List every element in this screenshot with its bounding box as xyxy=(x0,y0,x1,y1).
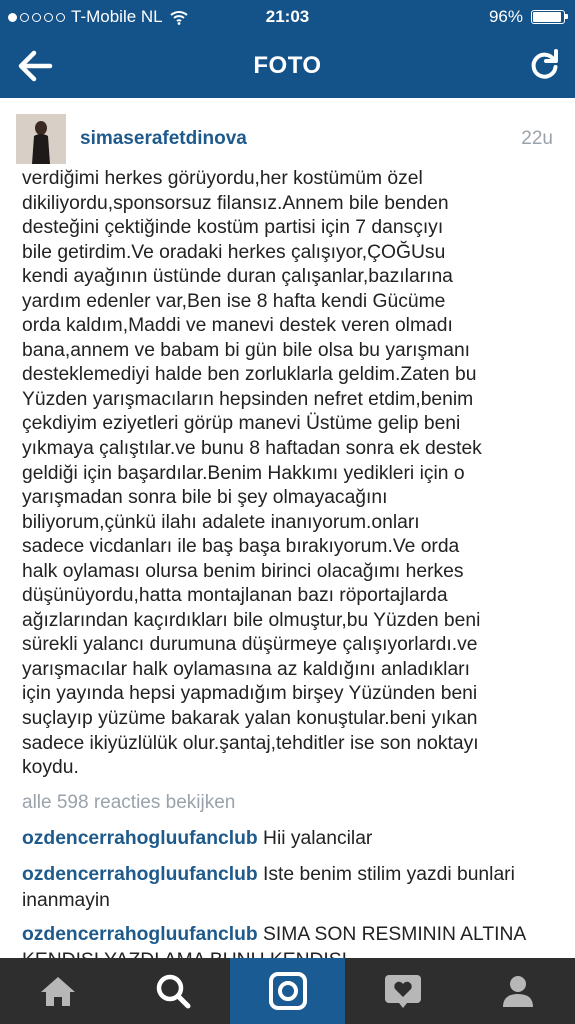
caption-line: suçlayıp yüzüme bakarak yalan konuştular.beni yıkan xyxy=(22,708,478,730)
caption-line: Yüzden yarışmacıların hepsinden nefret etdim,benim xyxy=(22,388,474,410)
caption-line: bana,annem ve babam bi gün bile olsa bu yarışmanı xyxy=(22,339,471,361)
tab-bar xyxy=(0,958,575,1024)
camera-icon xyxy=(266,969,310,1013)
caption-line: ağızlarından kaçırdıkları bile olmuştur,bu Yüzden beni xyxy=(22,609,481,631)
caption-line: düşünüyordu,hatta montajlanan bazı röportajlarda xyxy=(22,585,448,607)
tab-camera[interactable] xyxy=(230,958,345,1024)
tab-search[interactable] xyxy=(115,958,230,1024)
search-icon xyxy=(151,969,195,1013)
profile-icon xyxy=(496,969,540,1013)
caption-line: yarışmadan sonra bile bi şey olmayacağını xyxy=(22,487,388,509)
caption-line: çekdiyim eziyetleri görüp manevi Üstüme gelip beni xyxy=(22,413,461,435)
status-bar xyxy=(0,0,575,34)
caption-line: bile getirdim.Ve oradaki herkes çalışıyor,ÇOĞUsu xyxy=(22,241,446,263)
caption-line: yardım edenler var,Ben ise 8 hafta kendi Gücüme xyxy=(22,290,446,312)
post-time: 22u xyxy=(521,128,553,149)
clock: 21:03 xyxy=(265,7,310,26)
post-caption xyxy=(22,167,562,781)
caption-line: kendi ayağının üstünde duran çalışanlar,bazılarına xyxy=(22,266,453,288)
caption-line: desteğini çektiğinde kostüm partisi için 7 dansçıyı xyxy=(22,217,444,239)
caption-line: sadece ikiyüzlülük olur.şantaj,tehditler ise son noktayı xyxy=(22,732,479,754)
caption-line: desteklemediyi halde ben zorluklarla geldim.Zaten bu xyxy=(22,364,477,386)
comment-text: Iste benim stilim yazdi bunlari inanmayin xyxy=(22,864,515,911)
caption-line: sadece vicdanları ile baş başa bırakıyorum.Ve orda xyxy=(22,536,460,558)
comment-text: SIMA SON RESMININ ALTINA xyxy=(263,924,526,945)
comment xyxy=(22,826,562,852)
avatar[interactable] xyxy=(16,114,66,164)
caption-line: geldiği için başardılar.Benim Hakkımı yedikleri için o xyxy=(22,462,465,484)
comment-username[interactable]: ozdencerrahogluufanclub xyxy=(22,864,258,885)
tab-home[interactable] xyxy=(0,958,115,1024)
page-title: FOTO xyxy=(253,52,322,79)
caption-line: sürekli yalancı durumuna düşürmeye çalışıyorlardı.ve xyxy=(22,634,478,656)
caption-line: halk oylaması olursa benim birinci olacağımı herkes xyxy=(22,560,464,582)
caption-line: yıkmaya çalıştılar.ve bunu 8 haftadan sonra ek destek xyxy=(22,438,482,460)
comment-text: Hii yalancilar xyxy=(263,828,373,849)
view-all-comments-link[interactable]: alle 598 reacties bekijken xyxy=(22,792,236,813)
battery-status xyxy=(489,7,565,27)
carrier-name: T-Mobile NL xyxy=(71,7,163,26)
caption-line: yarışmacılar halk oylamasına az kaldığını anladıkları xyxy=(22,658,470,680)
battery-percent: 96% xyxy=(488,7,523,26)
post-content[interactable] xyxy=(0,168,575,958)
activity-heart-icon xyxy=(381,969,425,1013)
home-icon xyxy=(36,969,80,1013)
comment xyxy=(22,862,562,914)
caption-line: verdiğimi herkes görüyordu,her kostümüm özel xyxy=(22,168,423,189)
tab-profile[interactable] xyxy=(460,958,575,1024)
caption-line: biliyorum,çünkü ilahı adalete inanıyorum.onları xyxy=(22,511,420,533)
comment-username[interactable]: ozdencerrahogluufanclub xyxy=(22,828,258,849)
caption-line: koydu. xyxy=(22,757,79,779)
battery-icon xyxy=(531,10,565,24)
tab-activity[interactable] xyxy=(345,958,460,1024)
refresh-icon[interactable] xyxy=(527,48,561,82)
comment-username[interactable]: ozdencerrahogluufanclub xyxy=(22,924,258,945)
caption-line: dikiliyordu,sponsorsuz filansız.Annem bile benden xyxy=(22,192,449,214)
post-username[interactable]: simaserafetdinova xyxy=(80,128,247,149)
caption-line: için yayında hepsi yapmadığım birşey Yüzünden beni xyxy=(22,683,478,705)
caption-line: orda kaldım,Maddi ve manevi destek veren olmadı xyxy=(22,315,453,337)
nav-bar xyxy=(0,34,575,98)
